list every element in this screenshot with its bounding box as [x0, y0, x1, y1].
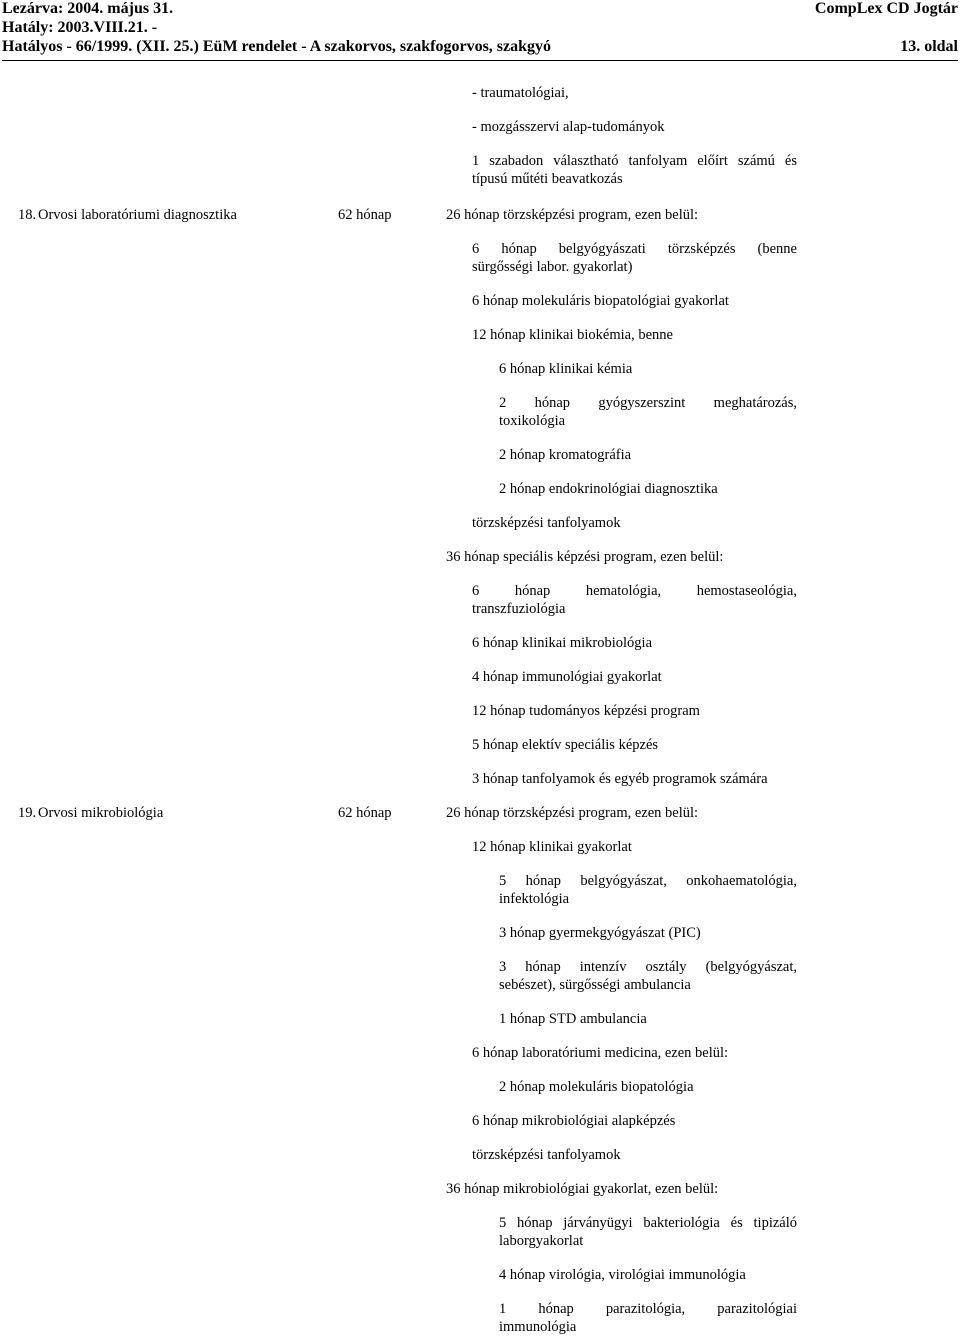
program-text: 36 hónap speciális képzési program, ezen belül:	[446, 549, 724, 565]
training-duration: 62 hónap	[338, 207, 392, 223]
program-text-line: infektológia	[499, 891, 570, 907]
program-text-line: toxikológia	[499, 413, 566, 429]
program-text: 6 hónap laboratóriumi medicina, ezen belül:	[472, 1045, 729, 1061]
program-text-line: transzfuziológia	[472, 601, 566, 617]
program-text	[472, 582, 797, 618]
page-number: 13. oldal	[900, 38, 958, 55]
program-text: - mozgásszervi alap-tudományok	[472, 119, 665, 135]
validity-date: Hatály: 2003.VIII.21. -	[2, 19, 158, 36]
program-text-line: 1 hónap parazitológia, parazitológiai	[499, 1301, 797, 1317]
program-text: - traumatológiai,	[472, 85, 569, 101]
program-text: 6 hónap klinikai mikrobiológia	[472, 635, 653, 651]
program-text: 2 hónap molekuláris biopatológia	[499, 1079, 694, 1095]
program-text: 26 hónap törzsképzési program, ezen belül:	[446, 207, 699, 223]
program-text: 5 hónap elektív speciális képzés	[472, 737, 659, 753]
program-text: 4 hónap virológia, virológiai immunológia	[499, 1267, 746, 1283]
program-text: törzsképzési tanfolyamok	[472, 1147, 621, 1163]
program-text	[472, 152, 797, 188]
program-text: 6 hónap mikrobiológiai alapképzés	[472, 1113, 676, 1129]
program-text-line: típusú műtéti beavatkozás	[472, 171, 623, 187]
program-text-line: sebészet), sürgősségi ambulancia	[499, 977, 691, 993]
program-text	[499, 1214, 797, 1250]
program-text: 4 hónap immunológiai gyakorlat	[472, 669, 662, 685]
program-text: 12 hónap tudományos képzési program	[472, 703, 700, 719]
training-duration: 62 hónap	[338, 805, 392, 821]
program-text: 1 hónap STD ambulancia	[499, 1011, 647, 1027]
program-text-line: 6 hónap belgyógyászati törzsképzés (benne	[472, 241, 797, 257]
program-text-line: 5 hónap járványügyi bakteriológia és tipizáló	[499, 1215, 797, 1231]
program-text	[499, 394, 797, 430]
program-text: 3 hónap gyermekgyógyászat (PIC)	[499, 925, 701, 941]
entry-number: 19.	[18, 805, 37, 821]
publisher-name: CompLex CD Jogtár	[814, 0, 958, 17]
program-text-line: 5 hónap belgyógyászat, onkohaematológia,	[499, 873, 797, 889]
program-text: 12 hónap klinikai biokémia, benne	[472, 327, 673, 343]
program-text: 6 hónap klinikai kémia	[499, 361, 633, 377]
specialty-title: Orvosi mikrobiológia	[38, 805, 164, 821]
program-text	[499, 958, 797, 994]
program-text-line: 2 hónap gyógyszerszint meghatározás,	[499, 395, 797, 411]
program-text: törzsképzési tanfolyamok	[472, 515, 621, 531]
program-text-line: immunológia	[499, 1319, 577, 1335]
program-text: 2 hónap endokrinológiai diagnosztika	[499, 481, 718, 497]
program-text	[499, 872, 797, 908]
program-text: 12 hónap klinikai gyakorlat	[472, 839, 632, 855]
program-text-line: sürgősségi labor. gyakorlat)	[472, 259, 633, 275]
program-text: 6 hónap molekuláris biopatológiai gyakorlat	[472, 293, 729, 309]
program-text: 26 hónap törzsképzési program, ezen belül:	[446, 805, 699, 821]
document-title: Hatályos - 66/1999. (XII. 25.) EüM rendelet - A szakorvos, szakfogorvos, szakgyó	[2, 38, 552, 55]
entry-number: 18.	[18, 207, 37, 223]
program-text: 3 hónap tanfolyamok és egyéb programok számára	[472, 771, 768, 787]
program-text-line: 6 hónap hematológia, hemostaseológia,	[472, 583, 797, 599]
program-text: 2 hónap kromatográfia	[499, 447, 632, 463]
program-text: 36 hónap mikrobiológiai gyakorlat, ezen belül:	[446, 1181, 719, 1197]
page-header	[2, 0, 958, 61]
program-text-line: 3 hónap intenzív osztály (belgyógyászat,	[499, 959, 797, 975]
program-text-line: 1 szabadon választható tanfolyam előírt számú és	[472, 153, 797, 169]
program-text	[472, 240, 797, 276]
program-text	[499, 1300, 797, 1336]
closing-date: Lezárva: 2004. május 31.	[2, 0, 174, 17]
program-text-line: laborgyakorlat	[499, 1233, 584, 1249]
specialty-title: Orvosi laboratóriumi diagnosztika	[38, 207, 237, 223]
